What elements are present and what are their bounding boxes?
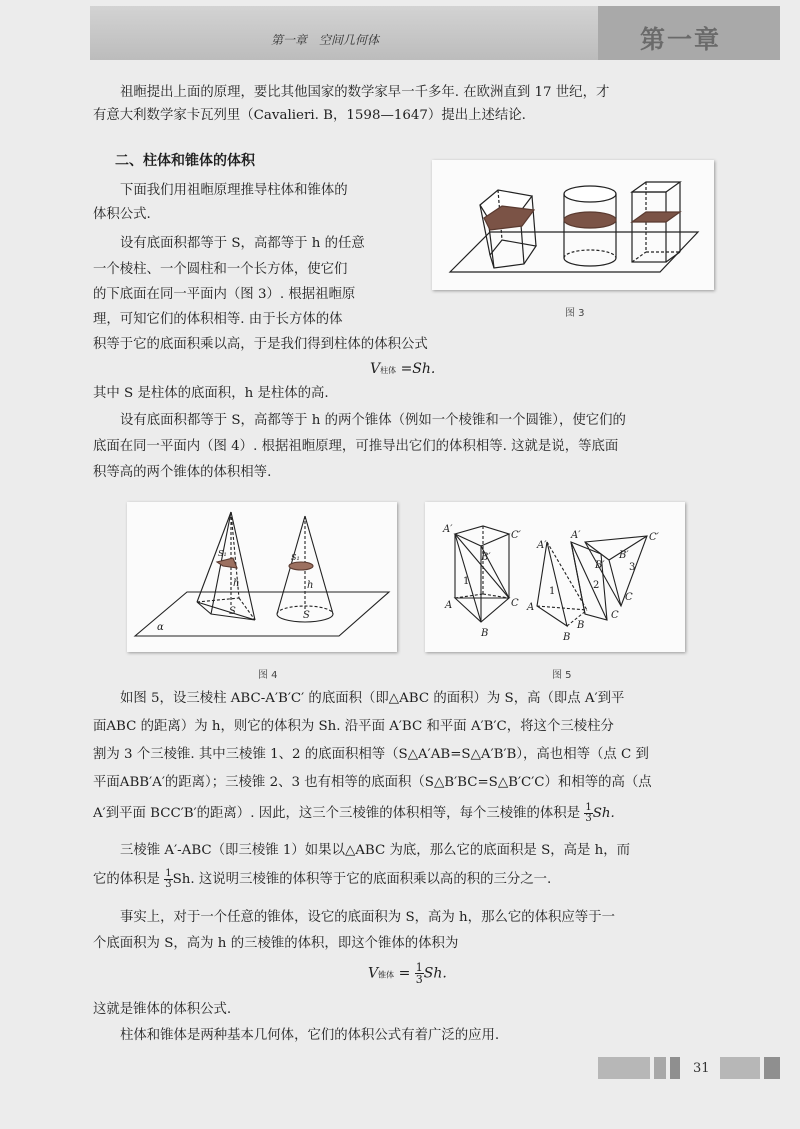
footer-bar-right — [720, 1057, 760, 1079]
formula-rhs: =Sh. — [400, 361, 436, 377]
text-line: 割为 3 个三棱锥. 其中三棱锥 1、2 的底面积相等（S△A′AB=S△A′B′B），高也相等（点 C 到 — [93, 747, 649, 762]
text-line: 一个棱柱、一个圆柱和一个长方体，使它们 — [93, 262, 348, 277]
fraction-numerator: 1 — [165, 868, 172, 879]
text-line: 理，可知它们的体积相等. 由于长方体的体 — [93, 312, 343, 327]
text-line: 设有底面积都等于 S，高都等于 h 的两个锥体（例如一个棱锥和一个圆锥），使它们的 — [120, 413, 626, 428]
section-title: 二、柱体和锥体的体积 — [115, 153, 255, 169]
label-h1: h — [233, 578, 240, 589]
label-B1p: B′ — [481, 552, 491, 563]
figure-3-caption: 图 3 — [565, 308, 585, 319]
text-line — [93, 869, 551, 890]
text-line: 祖暅提出上面的原理，要比其他国家的数学家早一千多年. 在欧洲直到 17 世纪，才 — [120, 85, 610, 100]
label-s2: S — [303, 610, 310, 621]
fraction-numerator: 1 — [585, 802, 592, 813]
label-B2c: B′ — [619, 550, 629, 561]
fraction — [584, 803, 592, 824]
text-line: 事实上，对于一个任意的锥体，设它的底面积为 S，高为 h，那么它的体积应等于一 — [120, 910, 615, 925]
label-A2p: A′ — [537, 540, 547, 551]
figure-4 — [127, 502, 397, 652]
label-s1-top: S₁ — [218, 549, 227, 558]
footer-bar-right-2 — [764, 1057, 780, 1079]
label-B2b: B — [577, 620, 585, 631]
fraction — [164, 869, 172, 890]
label-A1p: A′ — [443, 524, 453, 535]
figure-3 — [432, 160, 714, 290]
header-title: 第一章 空间几何体 — [270, 33, 379, 47]
text-line: 柱体和锥体是两种基本几何体，它们的体积公式有着广泛的应用. — [120, 1028, 500, 1043]
label-alpha: α — [157, 622, 164, 633]
label-n1a: 1 — [463, 576, 470, 587]
label-B2p: B′ — [595, 560, 605, 571]
text-line: 这就是锥体的体积公式. — [93, 1002, 232, 1017]
chapter-tab — [598, 6, 780, 60]
label-C1: C — [511, 598, 519, 609]
formula-cone-volume: V锥体 = $\frac{1}{3}$ Sh. — [368, 961, 447, 986]
label-n3: 3 — [629, 562, 636, 573]
chapter-tab-label: 第一章 — [640, 25, 722, 54]
plane — [135, 592, 389, 636]
label-A2pb: A′ — [571, 530, 581, 541]
fraction — [415, 962, 424, 985]
text-line: 其中 S 是柱体的底面积，h 是柱体的高. — [93, 386, 329, 401]
figure-3-drawing — [432, 160, 714, 290]
text-segment: 它的体积是 — [93, 872, 160, 887]
text-line: 设有底面积都等于 S，高都等于 h 的任意 — [120, 236, 365, 251]
page-number: 31 — [693, 1061, 710, 1076]
label-A2: A — [527, 602, 535, 613]
text-line: 积等高的两个锥体的体积相等. — [93, 465, 272, 480]
formula-sub: 柱体 — [380, 366, 397, 375]
text-line: 有意大利数学家卡瓦列里（Cavalieri. B，1598—1647）提出上述结论. — [93, 108, 526, 123]
label-C2b: C — [625, 592, 633, 603]
fraction-denominator: 3 — [415, 973, 423, 986]
fraction-denominator: 3 — [165, 879, 172, 890]
running-header — [90, 6, 780, 60]
footer-bar-left — [598, 1057, 650, 1079]
formula-var: V — [368, 965, 379, 982]
formula-sub: 锥体 — [378, 970, 395, 980]
text-segment: A′到平面 BCC′B′的距离）. 因此，这三个三棱锥的体积相等，每个三棱锥的体积是 — [93, 806, 581, 821]
formula-var: V — [370, 361, 381, 377]
label-n1: 1 — [549, 586, 556, 597]
text-line: 底面在同一平面内（图 4）. 根据祖暅原理，可推导出它们的体积相等. 这就是说，等底面 — [93, 439, 619, 454]
label-s2-top: S₁ — [291, 553, 300, 562]
footer-bar-left-3 — [670, 1057, 680, 1079]
text-line: 体积公式. — [93, 207, 151, 222]
text-line: 三棱锥 A′-ABC（即三棱锥 1）如果以△ABC 为底，那么它的底面积是 S，高是 h，而 — [120, 843, 631, 858]
fraction-denominator: 3 — [585, 813, 592, 824]
text-line: 平面ABB′A′的距离）；三棱锥 2、3 也有相等的底面积（S△B′BC=S△B′C′C）和相等的高（点 — [93, 775, 652, 790]
text-line: 如图 5，设三棱柱 ABC-A′B′C′ 的底面积（即△ABC 的面积）为 S，高（即点 A′到平 — [120, 691, 625, 706]
label-C1p: C′ — [511, 530, 521, 541]
label-B1: B — [481, 628, 489, 639]
text-segment: Sh. 这说明三棱锥的体积等于它的底面积乘以高的积的三分之一. — [172, 872, 552, 887]
text-line: 面ABC 的距离）为 h，则它的体积为 Sh. 沿平面 A′BC 和平面 A′B′C，将这个三棱柱分 — [93, 719, 614, 734]
figure-5-caption: 图 5 — [552, 670, 572, 681]
figure-5 — [425, 502, 685, 652]
text-line: 的下底面在同一平面内（图 3）. 根据祖暅原 — [93, 287, 356, 302]
text-line — [93, 803, 615, 824]
label-s1: S — [229, 606, 236, 617]
figure-4-drawing — [127, 502, 397, 652]
fraction-numerator: 1 — [415, 961, 423, 974]
text-segment: Sh. — [592, 806, 615, 821]
text-line: 积等于它的底面积乘以高，于是我们得到柱体的体积公式 — [93, 337, 428, 352]
text-line: 下面我们用祖暅原理推导柱体和锥体的 — [120, 183, 348, 198]
label-B2: B — [563, 632, 571, 643]
footer-bar-left-2 — [654, 1057, 666, 1079]
formula-prism-volume — [370, 361, 435, 377]
label-C2: C — [611, 610, 619, 621]
label-n2: 2 — [593, 580, 600, 591]
figure-5-drawing — [425, 502, 685, 652]
text-line: 个底面积为 S，高为 h 的三棱锥的体积，即这个锥体的体积为 — [93, 936, 459, 951]
label-A1: A — [445, 600, 453, 611]
figure-4-caption: 图 4 — [258, 670, 278, 681]
label-C2p: C′ — [649, 532, 659, 543]
label-h2: h — [307, 580, 314, 591]
formula-rhs: Sh. — [423, 965, 447, 982]
